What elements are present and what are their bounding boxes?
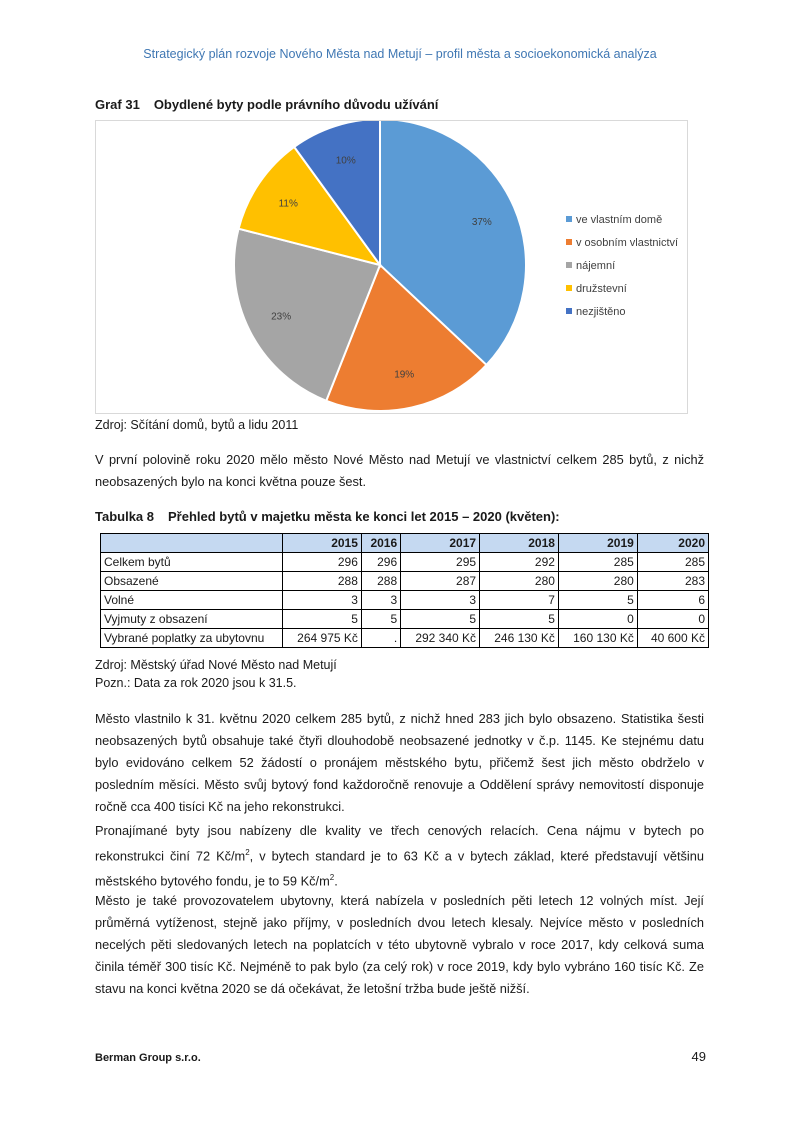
col-header: 2019 [558,534,637,553]
pie-chart [96,121,687,413]
slice-data-label: 23% [271,311,292,323]
legend-label: nájemní [576,260,616,272]
legend-swatch [566,262,572,268]
p3-part3: . [334,873,338,889]
figure-title: Obydlené byty podle právního důvodu užívání [153,97,439,112]
paragraph-1 [95,449,704,493]
legend-label: ve vlastním domě [576,214,663,226]
table-row [101,553,709,572]
table-note: Pozn.: Data za rok 2020 jsou k 31.5. [95,676,297,690]
table-number: Tabulka 8 [95,509,155,524]
legend-swatch [566,216,572,222]
table-cell: 288 [283,572,362,591]
slice-data-label: 37% [471,216,492,228]
table-cell: 0 [558,610,637,629]
col-header: 2016 [361,534,400,553]
table-cell: 3 [283,591,362,610]
table-row [101,572,709,591]
paragraph-2 [95,708,704,818]
table-cell: 283 [637,572,708,591]
p3-sup2: 2 [329,873,335,883]
figure-caption [95,97,438,112]
paragraph-4-text: Město je také provozovatelem ubytovny, která nabízela v posledních pěti letech 12 volných míst. Její průměrná vytíženost, stejně jako příjmy, v posledních dvou letech klesaly. Nejvíce město v posledních necelých pěti sledovaných letech na poplatcích v této ubytovně vybralo v roce 2017, kdy celková suma činila téměř 300 tisíc Kč. Nejméně to pak bylo (za celý rok) v roce 2019, kdy bylo vybráno 160 tisíc Kč. Ze stavu na konci května 2020 se dá očekávat, že letošní tržba bude ještě nižší. [95,893,704,996]
row-label: Celkem bytů [101,553,283,572]
table-cell: 288 [361,572,400,591]
table-cell: 292 340 Kč [401,629,480,648]
table-cell: 160 130 Kč [558,629,637,648]
figure-number: Graf 31 [95,97,140,112]
legend-label: družstevní [576,283,627,295]
table-cell: 5 [558,591,637,610]
table-cell: 40 600 Kč [637,629,708,648]
table-cell: 285 [637,553,708,572]
paragraph-1-text: V první polovině roku 2020 mělo město Nové Město nad Metují ve vlastnictví celkem 285 bytů, z nichž neobsazených bylo na konci května pouze šest. [95,452,704,489]
running-header: Strategický plán rozvoje Nového Města nad Metují – profil města a socioekonomická analýza [143,47,657,61]
pie-chart-frame [95,120,688,414]
table-cell: 296 [283,553,362,572]
slice-data-label: 19% [394,369,415,381]
footer-company: Berman Group s.r.o. [95,1052,201,1064]
table-cell: 5 [401,610,480,629]
housing-table [100,533,709,648]
row-label: Volné [101,591,283,610]
table-title: Přehled bytů v majetku města ke konci let 2015 – 2020 (květen): [168,509,560,524]
table-header-row [101,534,709,553]
table-cell: 246 130 Kč [480,629,559,648]
row-label: Vybrané poplatky za ubytovnu [101,629,283,648]
legend-label: v osobním vlastnictví [576,237,679,249]
table-row [101,610,709,629]
table-source: Zdroj: Městský úřad Nové Město nad Metují [95,658,337,672]
paragraph-3-text [95,820,704,893]
table-cell: 296 [361,553,400,572]
table-cell: 264 975 Kč [283,629,362,648]
table-cell: 5 [283,610,362,629]
table-cell: 5 [361,610,400,629]
slice-data-label: 10% [335,155,356,167]
table-row [101,591,709,610]
table-cell: 295 [401,553,480,572]
table-cell: 287 [401,572,480,591]
slice-data-label: 11% [278,198,298,210]
row-label: Obsazené [101,572,283,591]
paragraph-3 [95,820,704,893]
legend-swatch [566,308,572,314]
table-cell: 3 [401,591,480,610]
row-label: Vyjmuty z obsazení [101,610,283,629]
legend-swatch [566,239,572,245]
table-cell: 3 [361,591,400,610]
col-header: 2015 [283,534,362,553]
table-cell: 0 [637,610,708,629]
table-cell: 280 [558,572,637,591]
table-cell: . [361,629,400,648]
legend-swatch [566,285,572,291]
paragraph-4 [95,890,704,1000]
legend-label: nezjištěno [576,306,626,318]
table-cell: 5 [480,610,559,629]
table-corner-cell [101,534,283,553]
col-header: 2017 [401,534,480,553]
col-header: 2020 [637,534,708,553]
table-cell: 7 [480,591,559,610]
table-cell: 280 [480,572,559,591]
p3-sup1: 2 [245,848,250,857]
table-cell: 285 [558,553,637,572]
col-header: 2018 [480,534,559,553]
table-caption [95,509,560,524]
page-number: 49 [691,1049,706,1064]
p3-part1: Pronajímané byty jsou nabízeny dle kvality ve třech cenových relacích. Cena nájmu v bytech po rekonstrukci činí 72 Kč/m [95,823,704,864]
table-row [101,629,709,648]
paragraph-2-text: Město vlastnilo k 31. květnu 2020 celkem 285 bytů, z nichž hned 283 jich bylo obsazeno. Statistika šesti neobsazených bytů obsahuje také čtyři dlouhodobě neobsazené jednotky v č.p. 1145. Ke stejnému datu bylo evidováno celkem 52 žádostí o pronájem městského bytu, přičemž šest jich město obdrželo v posledním měsíci. Město svůj bytový fond každoročně renovuje a Oddělení správy nemovitostí disponuje ročně cca 400 tisíci Kč na jeho rekonstrukci. [95,711,704,814]
figure-source: Zdroj: Sčítání domů, bytů a lidu 2011 [95,418,299,432]
table-cell: 292 [480,553,559,572]
p3-part2: , v bytech standard je to 63 Kč a v bytech základ, které představují většinu městského bytového fondu, je to 59 Kč/m [95,848,704,889]
table-cell: 6 [637,591,708,610]
